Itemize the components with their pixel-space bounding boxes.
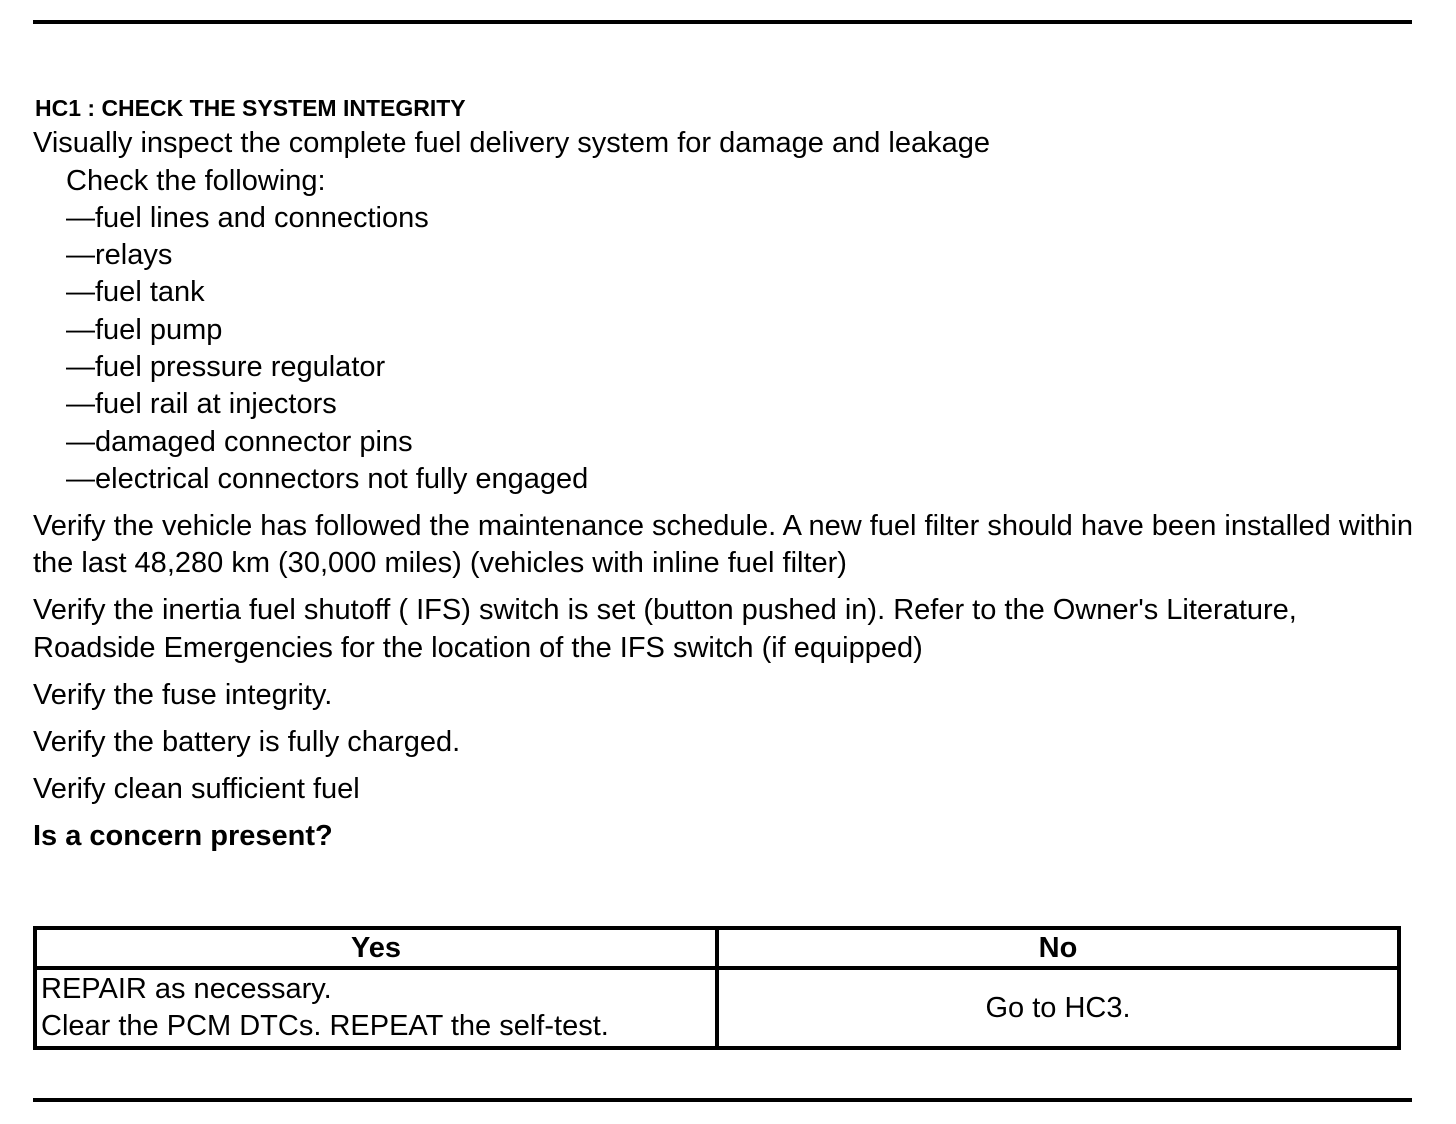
yes-action-cell [35, 968, 717, 1048]
list-item: —fuel pressure regulator [66, 350, 386, 383]
list-item: —fuel tank [66, 276, 205, 309]
list-item: —fuel lines and connections [66, 201, 429, 234]
battery-instruction: Verify the battery is fully charged. [33, 725, 461, 758]
check-list [33, 200, 1418, 498]
clear-dtc-action: Clear the PCM DTCs. REPEAT the self-test. [41, 1010, 609, 1042]
table-header-row [35, 928, 1399, 968]
inspect-text: Visually inspect the complete fuel delivery system for damage and leakage [33, 127, 990, 159]
no-action-cell: Go to HC3. [717, 968, 1399, 1048]
fuse-instruction: Verify the fuse integrity. [33, 678, 333, 711]
no-header: No [717, 928, 1399, 968]
fuel-instruction: Verify clean sufficient fuel [33, 772, 360, 805]
table-row [35, 968, 1399, 1048]
inspect-instruction [33, 125, 1418, 200]
list-item: —electrical connectors not fully engaged [66, 462, 589, 495]
list-item: —damaged connector pins [66, 425, 413, 458]
list-item: —relays [66, 239, 173, 272]
step-title: HC1 : CHECK THE SYSTEM INTEGRITY [35, 95, 466, 121]
ifs-instruction: Verify the inertia fuel shutoff ( IFS) switch is set (button pushed in). Refer to the Owner's Literature, Roadside Emergencies for the location of the IFS switch (if equipped) [33, 594, 1297, 664]
bottom-rule [33, 1098, 1412, 1102]
list-item: —fuel rail at injectors [66, 388, 337, 421]
repair-action: REPAIR as necessary. [41, 973, 332, 1005]
yes-header: Yes [35, 928, 717, 968]
top-rule [33, 20, 1412, 24]
list-item: —fuel pump [66, 313, 223, 346]
procedure-content [33, 93, 1418, 855]
check-label: Check the following: [66, 164, 326, 197]
concern-question: Is a concern present? [33, 819, 333, 852]
maintenance-instruction: Verify the vehicle has followed the maintenance schedule. A new fuel filter should have been installed within the last 48,280 km (30,000 miles) (vehicles with inline fuel filter) [33, 509, 1413, 580]
result-table [33, 926, 1401, 1050]
